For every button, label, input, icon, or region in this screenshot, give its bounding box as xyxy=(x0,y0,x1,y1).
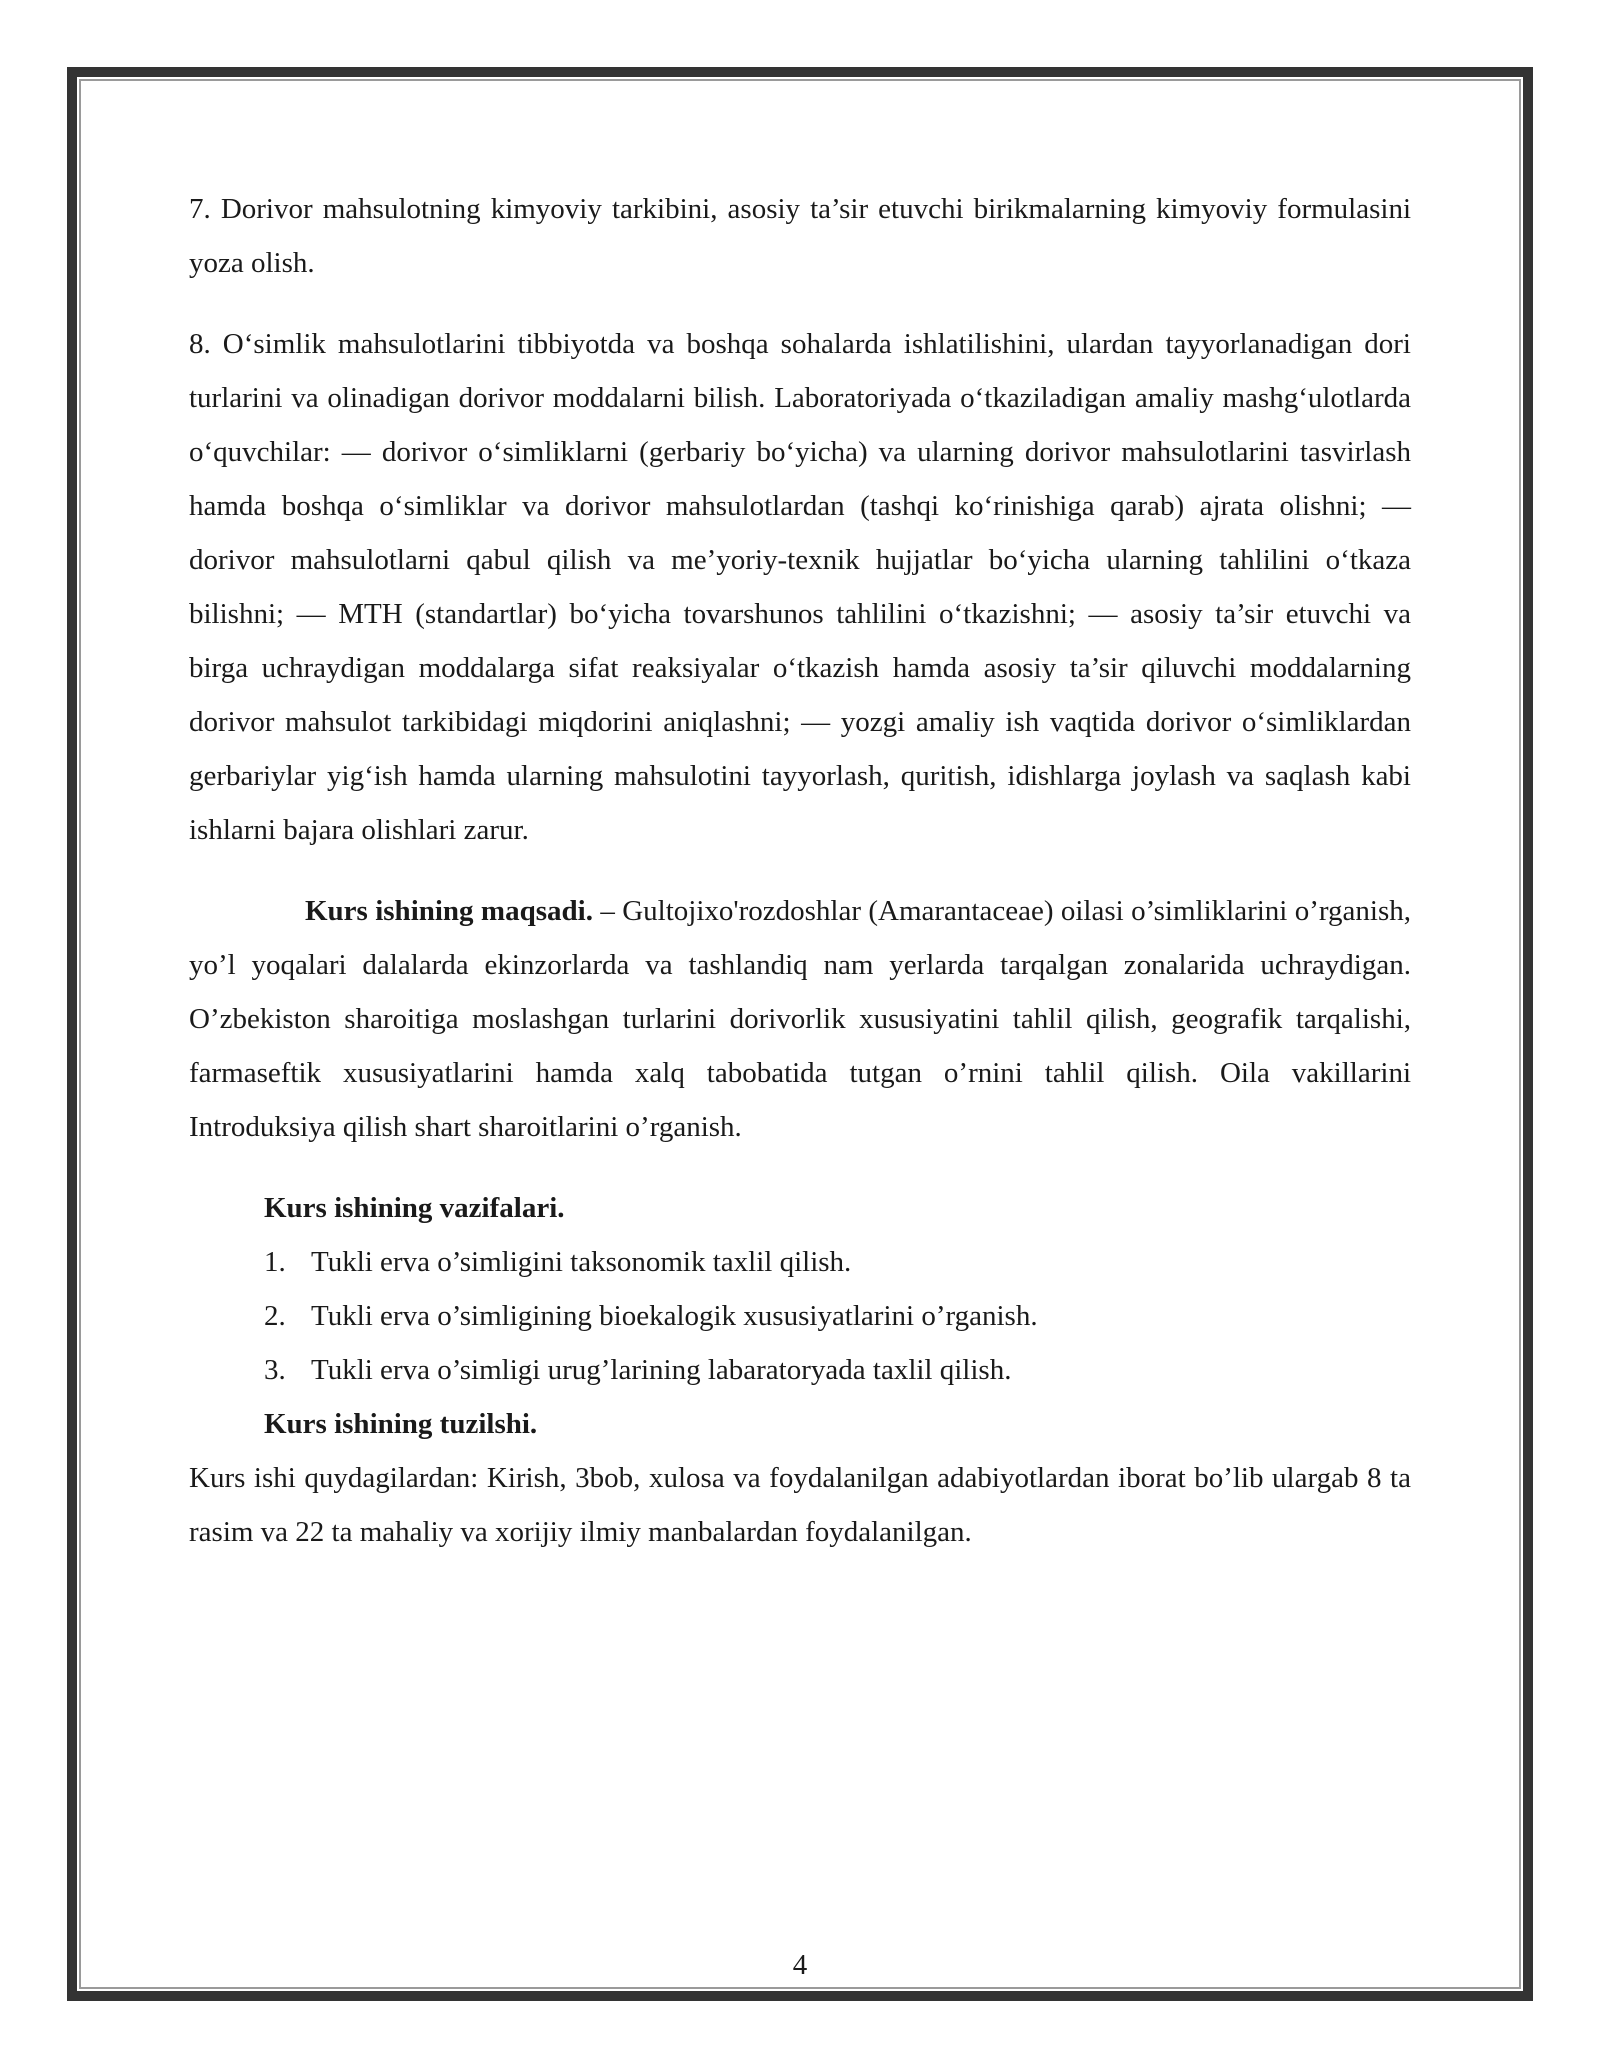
goal-label: Kurs ishining maqsadi. xyxy=(305,895,593,927)
list-item-number: 2. xyxy=(264,1300,286,1332)
list-item xyxy=(189,1289,1411,1343)
list-item-number: 1. xyxy=(264,1246,286,1278)
list-item-number: 3. xyxy=(264,1354,286,1386)
paragraph-7: 7. Dorivor mahsulotning kimyoviy tarkibini, asosiy ta’sir etuvchi birikmalarning kimyoviy formulasini yoza olish. xyxy=(189,193,1411,279)
list-item-text: Tukli erva o’simligining bioekalogik xususiyatlarini o’rganish. xyxy=(311,1300,1038,1332)
tasks-heading: Kurs ishining vazifalari. xyxy=(264,1192,565,1224)
document-body xyxy=(189,182,1411,1559)
page-number: 4 xyxy=(792,1949,808,1981)
goal-text: – Gultojixo'rozdoshlar (Amarantaceae) oilasi o’simliklarini o’rganish, yo’l yoqalari dalalarda ekinzorlarda va tashlandiq nam yerlarda tarqalgan zonalarida uchraydigan. O’zbekiston sharoitiga moslashgan turlarini dorivorlik xususiyatini tahlil qilish, geografik tarqalishi, farmaseftik xususiyatlarini hamda xalq tabobatida tutgan o’rnini tahlil qilish. Oila vakillarini Introduksiya qilish shart sharoitlarini o’rganish. xyxy=(189,895,1411,1143)
structure-heading: Kurs ishining tuzilshi. xyxy=(264,1408,538,1440)
list-item-text: Tukli erva o’simligi urug’larining labaratoryada taxlil qilish. xyxy=(311,1354,1012,1386)
structure-paragraph: Kurs ishi quydagilardan: Kirish, 3bob, xulosa va foydalanilgan adabiyotlardan iborat bo’lib ulargab 8 ta rasim va 22 ta mahaliy va xorijiy ilmiy manbalardan foydalanilgan. xyxy=(189,1462,1411,1548)
list-item xyxy=(189,1235,1411,1289)
paragraph-8: 8. O‘simlik mahsulotlarini tibbiyotda va boshqa sohalarda ishlatilishini, ulardan tayyorlanadigan dori turlarini va olinadigan dorivor moddalarni bilish. Laboratoriyada o‘tkaziladigan amaliy mashg‘ulotlarda o‘quvchilar: — dorivor o‘simliklarni (gerbariy bo‘yicha) va ularning dorivor mahsulotlarini tasvirlash hamda boshqa o‘simliklar va dorivor mahsulotlardan (tashqi ko‘rinishiga qarab) ajrata olishni; — dorivor mahsulotlarni qabul qilish va me’yoriy-texnik hujjatlar bo‘yicha ularning tahlilini o‘tkaza bilishni; — MTH (standartlar) bo‘yicha tovarshunos tahlilini o‘tkazishni; — asosiy ta’sir etuvchi va birga uchraydigan moddalarga sifat reaksiyalar o‘tkazish hamda asosiy ta’sir qiluvchi moddalarning dorivor mahsulot tarkibidagi miqdorini aniqlashni; — yozgi amaliy ish vaqtida dorivor o‘simliklardan gerbariylar yig‘ish hamda ularning mahsulotini tayyorlash, quritish, idishlarga joylash va saqlash kabi ishlarni bajara olishlari zarur. xyxy=(189,328,1411,846)
list-item-text: Tukli erva o’simligini taksonomik taxlil qilish. xyxy=(311,1246,852,1278)
goal-paragraph xyxy=(189,884,1411,1154)
list-item xyxy=(189,1343,1411,1397)
tasks-list xyxy=(189,1235,1411,1397)
